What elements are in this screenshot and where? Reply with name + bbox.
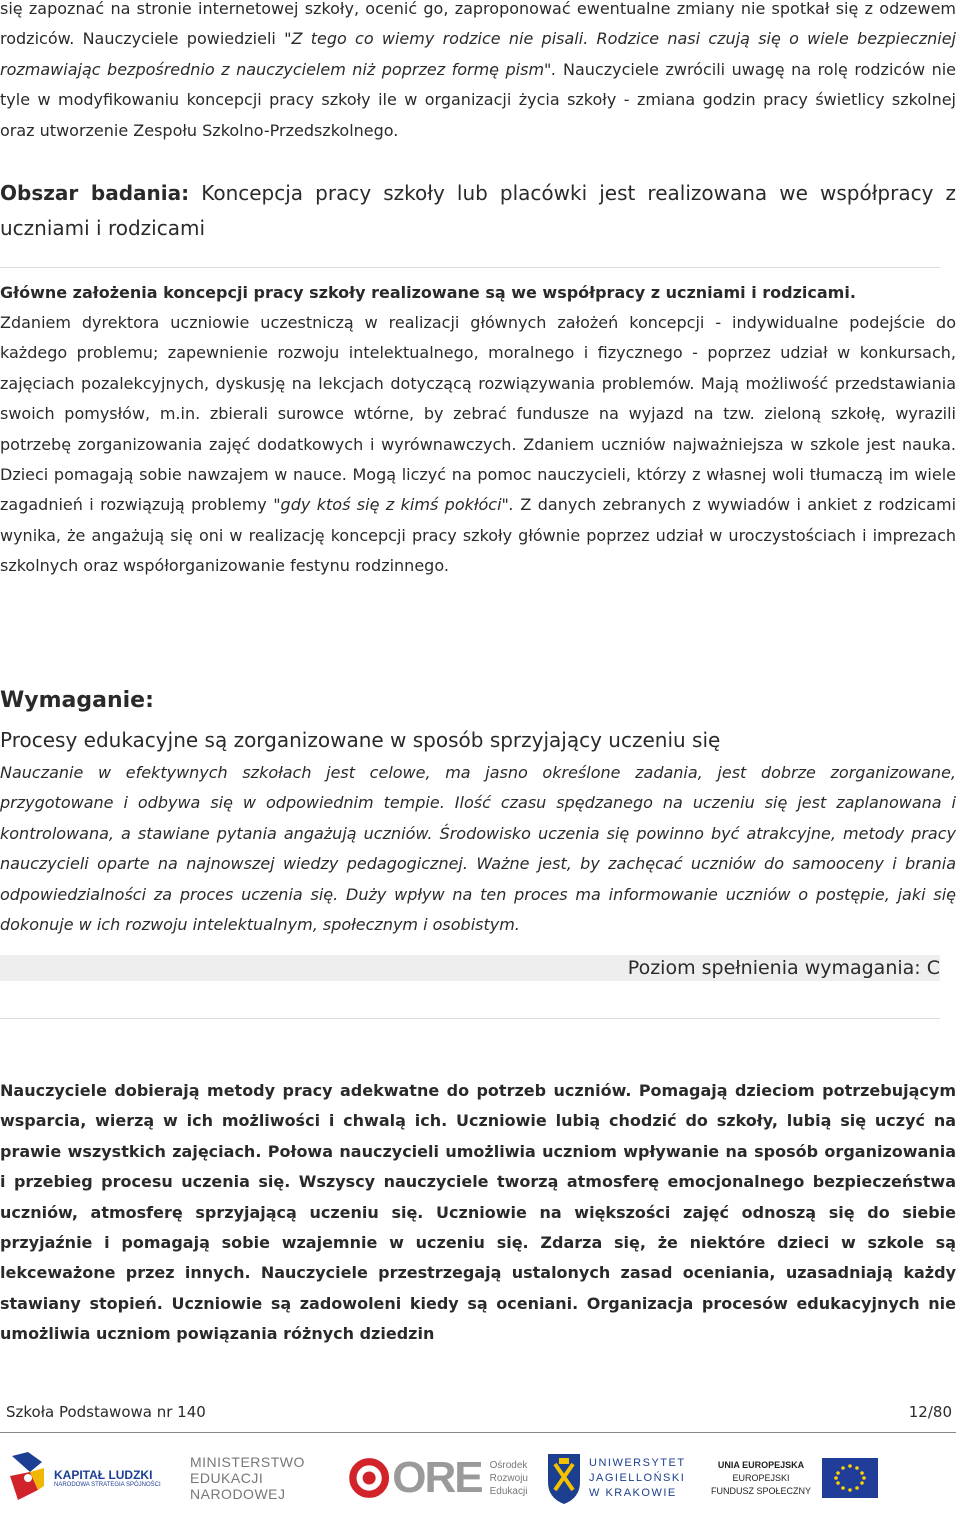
ore-text: ORE (392, 1453, 482, 1502)
main-text-2: Z danych zebranych z wywiadów i ankiet z rodzicami wynika, że angażują się oni w realizację koncepcji pracy szkoły głównie poprzez udział w uroczystościach i imprezach szkolnych oraz współorganizowanie festynu rodzinnego. (0, 495, 957, 576)
requirement-heading: Wymaganie: (0, 688, 154, 713)
uj-crest-icon (545, 1450, 583, 1506)
requirement-title: Procesy edukacyjne są zorganizowane w sposób sprzyjający uczeniu się (0, 728, 721, 752)
requirement-level-bar (0, 955, 940, 981)
kapital-ludzki-subtext: NARODOWA STRATEGIA SPÓJNOŚCI (54, 1482, 161, 1488)
men-line-3: NARODOWEJ (190, 1486, 286, 1502)
ore-sub-1: Ośrodek (489, 1459, 528, 1471)
footer-page-number: 12/80 (908, 1403, 952, 1421)
main-assumptions-heading: Główne założenia koncepcji pracy szkoły realizowane są we współpracy z uczniami i rodzicami. (0, 283, 856, 302)
divider (0, 267, 940, 268)
eu-flag-icon (822, 1458, 878, 1498)
main-text: Zdaniem dyrektora uczniowie uczestniczą w realizacji głównych założeń koncepcji - indywidualne podejście do każdego problemu; zapewnienie rozwoju intelektualnego, moralnego i fizycznego - poprzez udział w konkursach, zajęciach pozalekcyjnych, dyskusję na lekcjach dotyczącą rozwiązywania problemów. Mają możliwość przedstawiania swoich pomysłów, m.in. zbierali surowce wtórne, by zebrać fundusze na wyjazd na tzw. zieloną szkołę, wyrazili potrzebę zorganizowania zajęć dodatkowych i wyrównawczych. Zdaniem uczniów najważniejsza w szkole jest nauka. Dzieci pomagają sobie nawzajem w nauce. Mogą liczyć na pomoc nauczycieli, którzy z własnej woli tłumaczą im wiele zagadnień i rozwiązują problemy (0, 313, 956, 515)
footer-divider (0, 1432, 956, 1433)
ue-line-1: UNIA EUROPEJSKA (717, 1459, 805, 1470)
uj-line-1: UNIWERSYTET (589, 1456, 686, 1469)
ue-line-3: FUNDUSZ SPOŁECZNY (710, 1485, 811, 1496)
logo-bar (0, 1438, 960, 1518)
intro-text-2: Nauczyciele zwrócili uwagę na rolę rodziców nie tyle w modyfikowaniu koncepcji pracy szkoły ile w organizacji życia szkoły - zmiana godzin pracy świetlicy szkolnej oraz utworzenie Zespołu Szkolno-Przedszkolnego. (0, 59, 956, 140)
research-area-label: Obszar badania: (0, 181, 190, 205)
uj-logo (545, 1438, 695, 1518)
men-line-1: MINISTERSTWO (190, 1454, 305, 1470)
intro-quote: Z tego co wiemy rodzice nie pisali. Rodzice nasi czują się o wiele bezpieczniej rozmawiając bezpośrednio z nauczycielem niż poprzez formę pism". (0, 29, 956, 79)
requirement-level: Poziom spełnienia wymagania: C (627, 957, 940, 979)
main-quote: "gdy ktoś się z kimś pokłóci". (273, 495, 514, 515)
men-line-2: EDUKACJI (190, 1470, 264, 1486)
kapital-ludzki-icon (8, 1450, 48, 1506)
footer-school: Szkoła Podstawowa nr 140 (6, 1403, 206, 1421)
ore-sub-2: Rozwoju (489, 1472, 528, 1484)
uj-line-2: JAGIELLOŃSKI (589, 1471, 686, 1484)
uj-line-3: W KRAKOWIE (589, 1486, 677, 1499)
research-area (0, 176, 956, 246)
ue-logo (706, 1438, 956, 1518)
ore-icon (348, 1452, 390, 1504)
divider (0, 1018, 940, 1019)
intro-paragraph (0, 0, 956, 146)
men-logo (190, 1438, 320, 1518)
intro-text: się zapoznać na stronie internetowej szkoły, ocenić go, zaproponować ewentualne zmiany nie spotkał się z odzewem rodziców. Nauczyciele powiedzieli " (0, 0, 956, 49)
requirement-description: Nauczanie w efektywnych szkołach jest celowe, ma jasno określone zadania, jest dobrze zorganizowane, przygotowane i odbywa się w odpowiednim tempie. Ilość czasu spędzanego na uczeniu się jest zaplanowana i kontrolowana, a stawiane pytania angażują uczniów. Środowisko uczenia się powinno być atrakcyjne, metody pracy nauczycieli oparte na najnowszej wiedzy pedagogicznej. Ważne jest, by zachęcać uczniów do samooceny i brania odpowiedzialności za proces uczenia się. Duży wpływ na ten proces ma informowanie uczniów o postępie, jaki się dokonuje w ich rozwoju intelektualnym, społecznym i osobistym. (0, 763, 956, 935)
ue-line-2: EUROPEJSKI (732, 1472, 790, 1483)
summary-paragraph: Nauczyciele dobierają metody pracy adekwatne do potrzeb uczniów. Pomagają dzieciom potrzebującym wsparcia, wierzą w ich możliwości i chwalą ich. Uczniowie lubią chodzić do szkoły, lubią się uczyć na prawie wszystkich zajęciach. Połowa nauczycieli umożliwia uczniom wpływanie na sposób organizowania i przebieg procesu uczenia się. Wszyscy nauczyciele tworzą atmosferę emocjonalnego bezpieczeństwa uczniów, atmosferę sprzyjającą uczeniu się. Uczniowie na większości zajęć odnoszą się do siebie przyjaźnie i pomagają sobie wzajemnie w uczeniu się. Zdarza się, że niektóre dzieci w szkole są lekceważone przez innych. Nauczyciele przestrzegają ustalonych zasad oceniania, uzasadniają każdy stawiany stopień. Uczniowie są zadowoleni kiedy są oceniani. Organizacja procesów edukacyjnych nie umożliwia uczniom powiązania różnych dziedzin (0, 1081, 956, 1344)
research-area-text: Koncepcja pracy szkoły lub placówki jest realizowana we współpracy z uczniami i rodzicami (0, 181, 956, 240)
ore-logo (348, 1438, 528, 1518)
main-paragraph (0, 308, 956, 582)
ore-sub-3: Edukacji (489, 1485, 528, 1497)
kapital-ludzki-text: KAPITAŁ LUDZKI (54, 1468, 153, 1482)
kapital-ludzki-logo (8, 1438, 168, 1518)
